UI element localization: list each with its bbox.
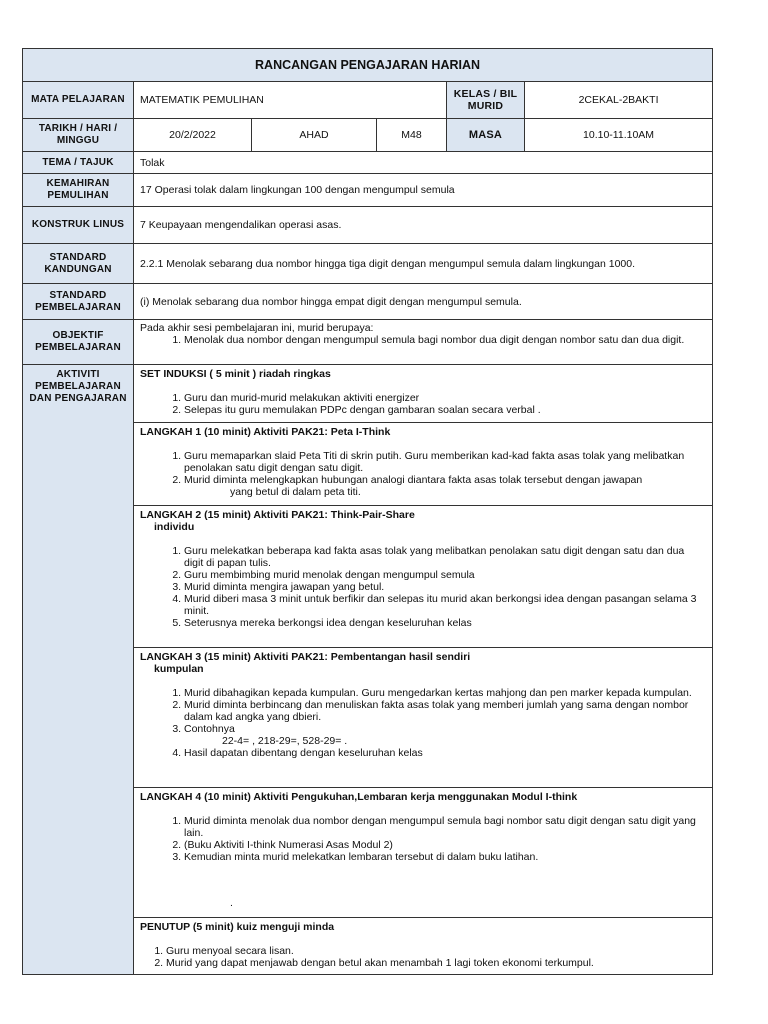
learning-standard-label: STANDARD PEMBELAJARAN [23,284,134,320]
class-value: 2CEKAL-2BAKTI [525,82,713,119]
date-value: 20/2/2022 [134,119,252,152]
list-item: 1. Murid dibahagikan kepada kumpulan. Guru mengedarkan kertas mahjong dan pen marker kepada kumpulan. [184,687,706,699]
list-item: 4. Hasil dapatan dibentang dengan keseluruhan kelas [184,747,706,759]
theme-label: TEMA / TAJUK [23,152,134,174]
list-item: 2. Guru membimbing murid menolak dengan mengumpul semula [184,569,706,581]
list-item: 5. Seterusnya mereka berkongsi idea dengan keseluruhan kelas [184,617,706,629]
list-item: 2. Selepas itu guru memulakan PDPc dengan gambaran soalan secara verbal . [184,404,706,416]
content-standard-value: 2.2.1 Menolak sebarang dua nombor hingga tiga digit dengan mengumpul semula dalam lingkungan 1000. [134,244,713,284]
lesson-plan-table [22,48,713,975]
time-value: 10.10-11.10AM [525,119,713,152]
subject-label: MATA PELAJARAN [23,82,134,119]
lesson-plan-document [22,48,712,975]
activities-label: AKTIVITI PEMBELAJARAN DAN PENGAJARAN [23,365,134,975]
class-label: KELAS / BIL MURID [447,82,525,119]
objective-label: OBJEKTIF PEMBELAJARAN [23,320,134,365]
trailing-mark: . [230,897,233,909]
list-item: 1. Guru menyoal secara lisan. [166,945,706,957]
langkah3-heading: LANGKAH 3 (15 minit) Aktiviti PAK21: Pembentangan hasil sendiri [140,651,471,663]
list-item: 2. Murid diminta berbincang dan menuliskan fakta asas tolak yang memberi jumlah yang sama dengan nombor dalam kad angka yang dbieri. [184,699,706,723]
theme-value: Tolak [134,152,713,174]
langkah2-subheading: individu [154,521,195,533]
skill-label: KEMAHIRAN PEMULIHAN [23,174,134,207]
langkah1-section [134,423,713,506]
examples-line: 22-4= , 218-29=, 528-29= . [222,735,348,747]
list-item: 1. Guru melekatkan beberapa kad fakta asas tolak yang melibatkan penolakan satu digit dengan satu dan dua digit di papan tulis. [184,545,706,569]
langkah1-heading: LANGKAH 1 (10 minit) Aktiviti PAK21: Peta I-Think [140,426,391,438]
objective-intro: Pada akhir sesi pembelajaran ini, murid berupaya: [140,322,374,334]
linus-label: KONSTRUK LINUS [23,207,134,244]
list-item: 3. Kemudian minta murid melekatkan lembaran tersebut di dalam buku latihan. [184,851,706,863]
list-item: 1. Guru dan murid-murid melakukan aktiviti energizer [184,392,706,404]
list-item-text: Contohnya [184,723,235,735]
list-item [184,474,706,498]
linus-value: 7 Keupayaan mengendalikan operasi asas. [134,207,713,244]
list-item-continuation: yang betul di dalam peta titi. [230,486,361,498]
document-title: RANCANGAN PENGAJARAN HARIAN [23,49,713,82]
content-standard-label: STANDARD KANDUNGAN [23,244,134,284]
langkah3-section [134,648,713,788]
induksi-section [134,365,713,423]
week-value: M48 [377,119,447,152]
time-label: MASA [447,119,525,152]
list-item: 4. Murid diberi masa 3 minit untuk berfikir dan selepas itu murid akan berkongsi idea dengan pasangan selama 3 minit. [184,593,706,617]
objective-item: 1. Menolak dua nombor dengan mengumpul semula bagi nombor dua digit dengan nombor satu dan dua digit. [184,334,706,346]
list-item: 1. Murid diminta menolak dua nombor dengan mengumpul semula bagi nombor satu digit dengan satu digit yang lain. [184,815,706,839]
list-item: 2. (Buku Aktiviti I-think Numerasi Asas Modul 2) [184,839,706,851]
list-item: 3. Murid diminta mengira jawapan yang betul. [184,581,706,593]
day-value: AHAD [252,119,377,152]
objective-content [134,320,713,365]
list-item-text: Murid diminta melengkapkan hubungan analogi diantara fakta asas tolak tersebut dengan jawapan [184,474,643,486]
langkah4-section [134,788,713,918]
induksi-heading: SET INDUKSI ( 5 minit ) riadah ringkas [140,368,331,380]
skill-value: 17 Operasi tolak dalam lingkungan 100 dengan mengumpul semula [134,174,713,207]
langkah2-section [134,506,713,648]
langkah3-subheading: kumpulan [154,663,204,675]
langkah2-heading: LANGKAH 2 (15 minit) Aktiviti PAK21: Think-Pair-Share [140,509,415,521]
list-item: 2. Murid yang dapat menjawab dengan betul akan menambah 1 lagi token ekonomi terkumpul. [166,957,706,969]
learning-standard-value: (i) Menolak sebarang dua nombor hingga empat digit dengan mengumpul semula. [134,284,713,320]
langkah4-heading: LANGKAH 4 (10 minit) Aktiviti Pengukuhan,Lembaran kerja menggunakan Modul I-think [140,791,578,803]
date-label: TARIKH / HARI / MINGGU [23,119,134,152]
penutup-section [134,918,713,975]
penutup-heading: PENUTUP (5 minit) kuiz menguji minda [140,921,335,933]
list-item [184,723,706,747]
subject-value: MATEMATIK PEMULIHAN [134,82,447,119]
list-item: 1. Guru memaparkan slaid Peta Titi di skrin putih. Guru memberikan kad-kad fakta asas tolak yang melibatkan penolakan satu digit dengan satu digit. [184,450,706,474]
